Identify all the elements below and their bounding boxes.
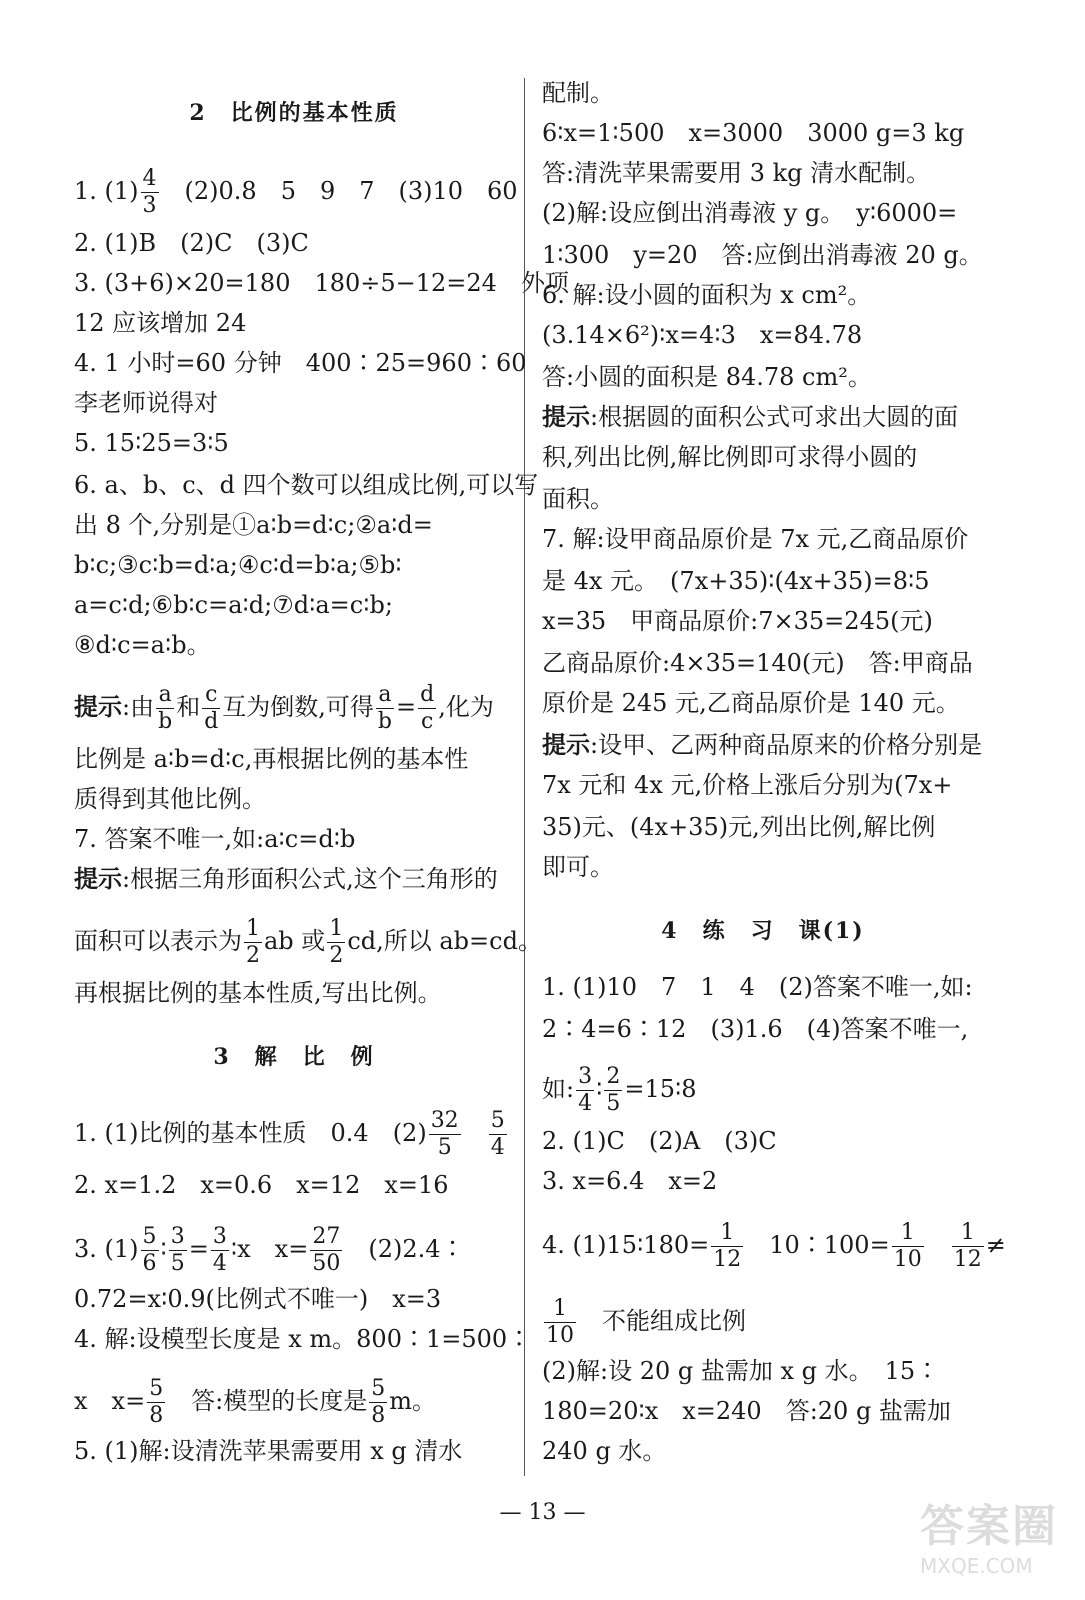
answer-line: ⑧d∶c=a∶b。 — [74, 631, 211, 659]
fraction: $\frac{1}{2}$ — [246, 916, 260, 968]
answer-line: 12 应该增加 24 — [74, 309, 247, 337]
answer-line: 3. (3+6)×20=180 180÷5−12=24 外项 — [74, 269, 569, 297]
answer-line: 原价是 245 元,乙商品原价是 140 元。 — [542, 689, 960, 717]
answer-line: 1. (1) $\frac{4}{3}$ (2)0.8 5 9 7 (3)10 60 — [74, 166, 518, 218]
section-title-4: 4 练 习 课(1) — [661, 918, 865, 944]
hint-line: 提示:设甲、乙两种商品原来的价格分别是 — [542, 730, 983, 759]
answer-line: 2. x=1.2 x=0.6 x=12 x=16 — [74, 1171, 449, 1199]
hint-label: 提示 — [74, 692, 122, 721]
watermark-logo — [920, 1490, 1070, 1590]
answer-line: 4. 1 小时=60 分钟 400∶25=960∶60 — [74, 349, 527, 377]
answer-line: 4. 解:设模型长度是 x m。800∶1=500∶ — [74, 1325, 532, 1353]
hint-line: 提示:根据三角形面积公式,这个三角形的 — [74, 864, 498, 893]
answer-line: 1. (1)10 7 1 4 (2)答案不唯一,如: — [542, 973, 973, 1001]
answer-line: 5. (1)解:设清洗苹果需要用 x g 清水 — [74, 1437, 463, 1465]
fraction: $\frac{4}{3}$ — [142, 166, 157, 218]
hint-line: 7x 元和 4x 元,价格上涨后分别为(7x+ — [542, 771, 953, 799]
answer-line: 180=20∶x x=240 答:20 g 盐需加 — [542, 1397, 951, 1425]
fraction: $\frac{1}{10}$ — [546, 1296, 574, 1348]
answer-line: 1. (1)比例的基本性质 0.4 (2) $\frac{32}{5}$ $\frac{5}{4}$ — [74, 1108, 505, 1160]
answer-line: 6. 解:设小圆的面积为 x cm²。 — [542, 281, 872, 309]
fraction: $\frac{a}{b}$ — [377, 682, 393, 734]
hint-line: 35)元、(4x+35)元,列出比例,解比例 — [542, 813, 936, 841]
answer-line: 乙商品原价:4×35=140(元) 答:甲商品 — [542, 649, 973, 677]
fraction: $\frac{1}{10}$ — [893, 1220, 922, 1272]
fraction: $\frac{1}{2}$ — [329, 916, 344, 968]
fraction: $\frac{3}{4}$ — [212, 1224, 227, 1276]
hint-line: 提示:由 $\frac{a}{b}$ 和 $\frac{c}{d}$ 互为倒数,可得 $\frac{a}{b}$ = $\frac{d}{c}$ ,化为 — [74, 682, 494, 734]
answer-line: 2. (1)C (2)A (3)C — [542, 1127, 777, 1155]
answer-line: 配制。 — [542, 79, 614, 107]
answer-line: 0.72=x∶0.9(比例式不唯一) x=3 — [74, 1285, 442, 1313]
fraction: $\frac{5}{6}$ — [142, 1224, 157, 1276]
answer-line: 4. (1)15∶180= $\frac{1}{12}$ 10∶100= $\frac{1}{10}$ $\frac{1}{12}$ ≠ — [542, 1220, 1006, 1272]
answer-line: 7. 解:设甲商品原价是 7x 元,乙商品原价 — [542, 525, 969, 553]
answer-line: x=35 甲商品原价:7×35=245(元) — [542, 607, 933, 635]
answer-line: 2. (1)B (2)C (3)C — [74, 229, 309, 257]
watermark-text: 答案圈 — [920, 1501, 1058, 1552]
section-title-2: 2 比例的基本性质 — [189, 100, 399, 126]
answer-line: 答:清洗苹果需要用 3 kg 清水配制。 — [542, 159, 931, 187]
hint-line: 积,列出比例,解比例即可求得小圆的 — [542, 443, 918, 471]
answer-line: (3.14×6²)∶x=4∶3 x=84.78 — [542, 321, 863, 349]
fraction: $\frac{2}{5}$ — [606, 1064, 621, 1116]
fraction: $\frac{1}{12}$ — [713, 1220, 742, 1272]
answer-line: 1∶300 y=20 答:应倒出消毒液 20 g。 — [542, 241, 983, 269]
fraction: $\frac{5}{8}$ — [149, 1376, 164, 1428]
answer-line: 7. 答案不唯一,如:a∶c=d∶b — [74, 825, 356, 853]
hint-line: 再根据比例的基本性质,写出比例。 — [74, 979, 442, 1007]
answer-line: b∶c;③c∶b=d∶a;④c∶d=b∶a;⑤b∶ — [74, 551, 402, 579]
answer-line: 出 8 个,分别是①a∶b=d∶c;②a∶d= — [74, 511, 433, 539]
answer-line: 6. a、b、c、d 四个数可以组成比例,可以写 — [74, 471, 539, 499]
answer-line: $\frac{1}{10}$ 不能组成比例 — [546, 1296, 746, 1348]
fraction: $\frac{32}{5}$ — [430, 1108, 459, 1160]
fraction: $\frac{27}{50}$ — [312, 1224, 341, 1276]
answer-line: x x= $\frac{5}{8}$ 答:模型的长度是 $\frac{5}{8}$ m。 — [74, 1376, 437, 1428]
fraction: $\frac{a}{b}$ — [158, 682, 173, 734]
fraction: $\frac{5}{4}$ — [490, 1108, 505, 1160]
answer-line: a=c∶d;⑥b∶c=a∶d;⑦d∶a=c∶b; — [74, 591, 393, 619]
hint-line: 质得到其他比例。 — [74, 785, 266, 813]
fraction: $\frac{c}{d}$ — [204, 682, 219, 734]
answer-line: 3. x=6.4 x=2 — [542, 1167, 718, 1195]
answer-line: (2)解:设 20 g 盐需加 x g 水。 15∶ — [542, 1357, 940, 1385]
answer-line: 5. 15∶25=3∶5 — [74, 429, 229, 457]
fraction: $\frac{3}{5}$ — [170, 1224, 185, 1276]
hint-label: 提示 — [542, 730, 590, 759]
answer-line: 2∶4=6∶12 (3)1.6 (4)答案不唯一, — [542, 1015, 969, 1043]
answer-line: 3. (1) $\frac{5}{6}$ ∶ $\frac{3}{5}$ = $\frac{3}{4}$ ∶x x= $\frac{27}{50}$ (2)2.4∶ — [74, 1224, 465, 1276]
answer-line: 是 4x 元。 (7x+35)∶(4x+35)=8∶5 — [542, 567, 930, 595]
answer-line: 如: $\frac{3}{4}$ ∶ $\frac{2}{5}$ =15∶8 — [542, 1064, 697, 1116]
page-number: — 13 — — [499, 1500, 586, 1525]
hint-label: 提示 — [542, 402, 590, 431]
hint-line: 面积。 — [542, 485, 614, 513]
answer-line: (2)解:设应倒出消毒液 y g。 y∶6000= — [542, 199, 958, 227]
fraction: $\frac{5}{8}$ — [371, 1376, 386, 1428]
fraction: $\frac{1}{12}$ — [953, 1220, 982, 1272]
answer-line: 6∶x=1∶500 x=3000 3000 g=3 kg — [542, 119, 965, 147]
answer-line: 答:小圆的面积是 84.78 cm²。 — [542, 363, 872, 391]
hint-line: 提示:根据圆的面积公式可求出大圆的面 — [542, 402, 959, 431]
fraction: $\frac{d}{c}$ — [420, 682, 435, 734]
answer-line: 李老师说得对 — [74, 389, 218, 417]
watermark-url: MXQE.COM — [920, 1554, 1033, 1578]
hint-line: 面积可以表示为 $\frac{1}{2}$ ab 或 $\frac{1}{2}$ cd,所以 ab=cd。 — [74, 916, 542, 968]
fraction: $\frac{3}{4}$ — [578, 1064, 593, 1116]
answer-line: 240 g 水。 — [542, 1437, 667, 1465]
hint-line: 比例是 a∶b=d∶c,再根据比例的基本性 — [74, 745, 469, 773]
hint-label: 提示 — [74, 864, 122, 893]
section-title-3: 3 解 比 例 — [213, 1044, 375, 1070]
hint-line: 即可。 — [542, 853, 614, 881]
